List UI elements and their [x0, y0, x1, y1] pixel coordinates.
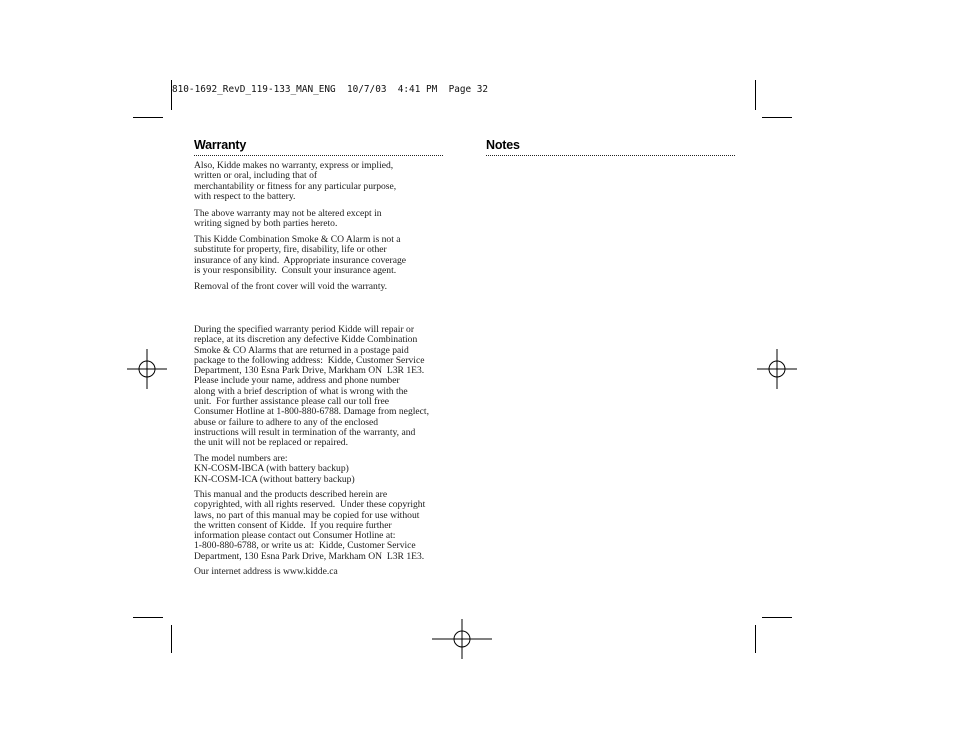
heading-divider	[194, 155, 443, 156]
crop-mark	[133, 617, 163, 618]
registration-mark-icon	[757, 349, 797, 389]
crop-mark	[755, 625, 756, 653]
crop-mark	[762, 117, 792, 118]
crop-mark	[133, 117, 163, 118]
notes-heading: Notes	[486, 138, 520, 152]
warranty-paragraph: During the specified warranty period Kidde will repair or replace, at its discretion any defective Kidde Combination Smoke & CO Alarms that are returned in a postage paid package to the following address: Kidde, Customer Service Department, 130 Esna Park Drive, Markham ON L3R 1E3. Please include your name, address and phone number along with a brief description of what is wrong with the unit. For further assistance please call our toll free Consumer Hotline at 1-800-880-6788. Damage from neglect, abuse or failure to adhere to any of the enclosed instructions will result in termination of the warranty, and the unit will not be replaced or repaired.	[194, 324, 429, 449]
warranty-paragraph: The above warranty may not be altered except in writing signed by both parties hereto.	[194, 208, 382, 230]
slug-line: 810-1692_RevD_119-133_MAN_ENG 10/7/03 4:41 PM Page 32	[172, 84, 489, 95]
registration-mark-icon	[127, 349, 167, 389]
warranty-paragraph: This Kidde Combination Smoke & CO Alarm is not a substitute for property, fire, disability, life or other insurance of any kind. Appropriate insurance coverage is your responsibility. Consult your insurance agent.	[194, 234, 407, 276]
warranty-heading: Warranty	[194, 138, 247, 152]
internet-address: Our internet address is www.kidde.ca	[194, 566, 338, 577]
warranty-paragraph: Removal of the front cover will void the warranty.	[194, 281, 388, 292]
crop-mark	[755, 80, 756, 110]
crop-mark	[171, 80, 172, 110]
copyright-paragraph: This manual and the products described herein are copyrighted, with all rights reserved. Under these copyright laws, no part of this manual may be copied for use without the written consent of Kidde. If you require further information please contact out Consumer Hotline at: 1-800-880-6788, or write us at: Kidde, Customer Service Department, 130 Esna Park Drive, Markham ON L3R 1E3.	[194, 489, 426, 562]
heading-divider	[486, 155, 735, 156]
crop-mark	[171, 625, 172, 653]
model-numbers: The model numbers are: KN-COSM-IBCA (with battery backup) KN-COSM-ICA (without battery backup)	[194, 453, 355, 485]
crop-mark	[762, 617, 792, 618]
registration-mark-icon	[432, 619, 492, 659]
warranty-paragraph: Also, Kidde makes no warranty, express or implied, written or oral, including that of merchantability or fitness for any particular purpose, with respect to the battery.	[194, 160, 397, 202]
